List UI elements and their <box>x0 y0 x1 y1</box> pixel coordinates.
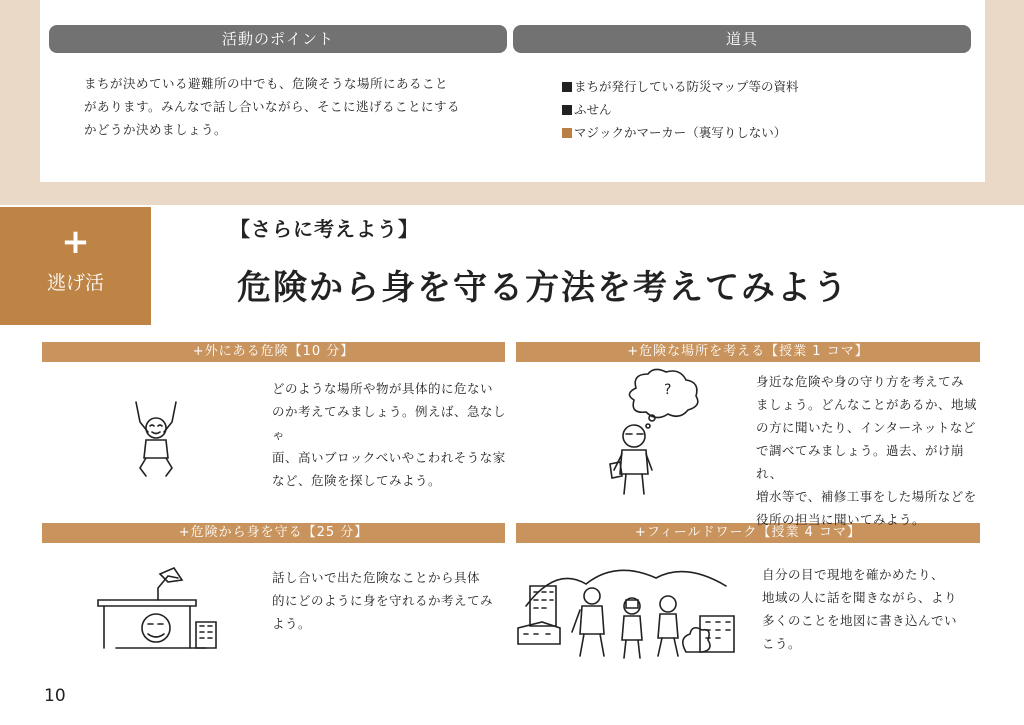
tag-label: 逃げ活 <box>46 272 104 294</box>
under-desk-illustration <box>96 566 226 654</box>
tool-label: ふせん <box>574 102 612 117</box>
section-text-dangerous-places: 身近な危険や身の守り方を考えてみ ましょう。どんなことがあるか、地域 の方に聞いたり、インターネットなど で調べてみましょう。過去、がけ崩れ、 増水等で、補修工事をした場所などを 役所の担当に聞いてみよう。 <box>756 374 978 527</box>
section-text-outside-danger: どのような場所や物が具体的に危ない のか考えてみましょう。例えば、急なしゃ 面、高いブロックべいやこわれそうな家 など、危険を探してみよう。 <box>272 381 507 488</box>
bullet-square-icon <box>562 82 572 92</box>
tool-item <box>562 121 799 144</box>
thinking-person-illustration <box>606 366 716 498</box>
fieldwork-illustration <box>516 556 748 664</box>
panicking-person-illustration <box>128 398 184 482</box>
tool-item <box>562 75 799 98</box>
section-text-protect-yourself: 話し合いで出た危険なことから具体 的にどのように身を守れるか考えてみ よう。 <box>272 570 494 631</box>
section-header-dangerous-places: +危険な場所を考える【授業 1 コマ】 <box>516 342 980 362</box>
bullet-square-icon <box>562 128 572 138</box>
activity-points-text: まちが決めている避難所の中でも、危険そうな場所にあること があります。みんなで話し合いながら、そこに逃げることにする かどうか決めましょう。 <box>84 76 461 137</box>
section-header-fieldwork: +フィールドワーク【授業 4 コマ】 <box>516 523 980 543</box>
activity-points-header: 活動のポイント <box>49 25 507 53</box>
tool-item <box>562 98 799 121</box>
page-title: 危険から身を守る方法を考えてみよう <box>237 268 849 308</box>
bullet-square-icon <box>562 105 572 115</box>
sub-title: 【さらに考えよう】 <box>230 217 419 241</box>
tool-label: マジックかマーカー（裏写りしない） <box>574 125 787 140</box>
section-text-fieldwork: 自分の目で現地を確かめたり、 地域の人に話を聞きながら、より 多くのことを地図に書き込んでい こう。 <box>762 567 958 651</box>
plus-icon: + <box>61 222 90 262</box>
question-mark-icon: ? <box>664 382 672 398</box>
page-number: 10 <box>44 686 66 706</box>
section-header-protect-yourself: +危険から身を守る【25 分】 <box>42 523 505 543</box>
section-header-outside-danger: +外にある危険【10 分】 <box>42 342 505 362</box>
tools-list <box>562 75 799 144</box>
tools-header: 道具 <box>513 25 971 53</box>
section-tag <box>0 207 151 325</box>
tool-label: まちが発行している防災マップ等の資料 <box>574 79 799 94</box>
